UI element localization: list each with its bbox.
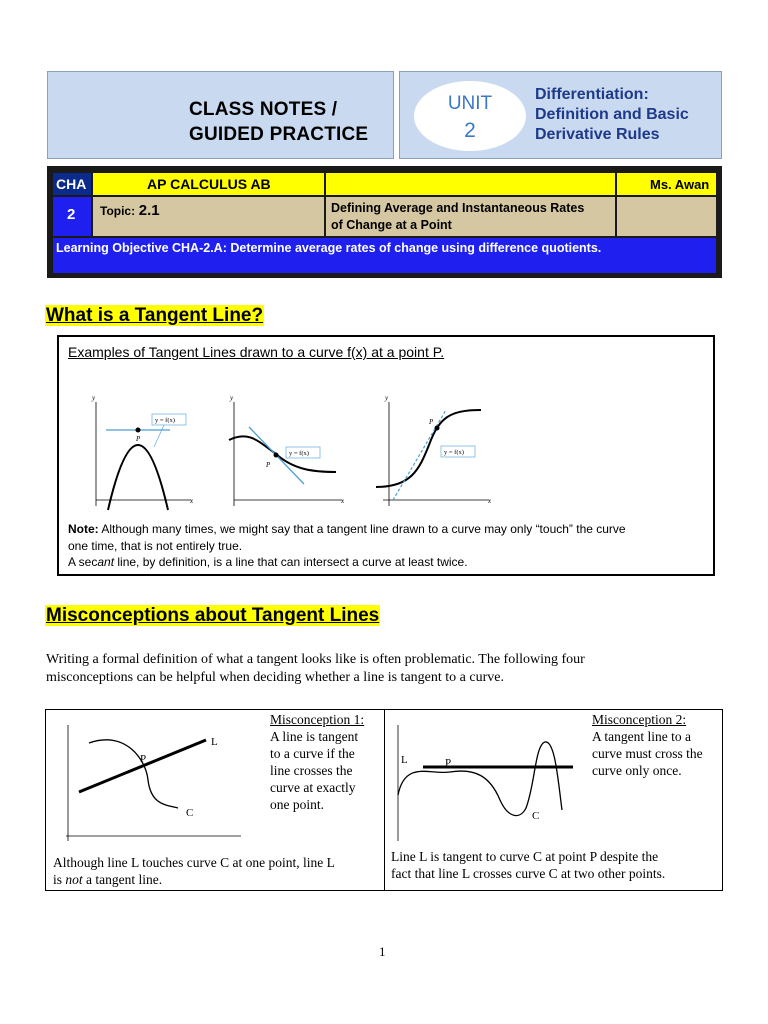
unit-title-1: Differentiation: (535, 86, 649, 103)
m1-title: Misconception 1: (270, 712, 365, 727)
m1-caption-b1: is (53, 872, 66, 887)
cha-cell: CHA (53, 173, 91, 195)
note-secant-a: A sec (68, 555, 98, 569)
topic-cell (93, 197, 324, 236)
title-line-2: GUIDED PRACTICE (189, 124, 369, 145)
tangent-line-3 (393, 410, 446, 500)
line-l-1 (79, 740, 206, 792)
m2-caption (391, 848, 665, 882)
m2-line: curve only once. (592, 763, 682, 778)
unit-number: 2 (464, 119, 476, 142)
note-label: Note: (68, 522, 99, 536)
blank-tan-cell (617, 197, 716, 236)
graph3-y-label: y (385, 394, 389, 402)
misconceptions-intro (46, 651, 585, 687)
title-box (47, 71, 394, 159)
note-secant-b: ant (97, 555, 115, 569)
topic-title-line-2: of Change at a Point (331, 218, 452, 232)
misconception-2-figure (390, 720, 590, 842)
graph1-x-label: x (190, 497, 194, 505)
m1-line: line crosses the (270, 763, 353, 778)
unit-title-3: Derivative Rules (535, 126, 660, 143)
unit-title-2: Definition and Basic (535, 106, 689, 123)
unit-oval (414, 81, 526, 151)
m1-caption-a: Although line L touches curve C at one point, line L (53, 855, 335, 870)
graph2-y-label: y (230, 394, 234, 402)
heading-misconceptions: Misconceptions about Tangent Lines (46, 605, 380, 626)
examples-box (57, 335, 715, 576)
note-line-2: one time, that is not entirely true. (68, 539, 243, 553)
m1-text (270, 711, 364, 813)
section-heading-misconceptions (45, 605, 380, 627)
graph-parabola (86, 392, 196, 512)
m2-caption-a: Line L is tangent to curve C at point P despite the (391, 849, 659, 864)
course-cell: AP CALCULUS AB (93, 173, 324, 195)
graph2-fx-label: y = f(x) (289, 450, 309, 457)
topic-label: Topic: (100, 204, 136, 218)
m2-p-label: P (445, 757, 452, 769)
teacher-cell: Ms. Awan (617, 173, 716, 195)
heading-tangent-line: What is a Tangent Line? (46, 305, 264, 326)
point-p-2 (274, 453, 279, 458)
graph3-fx-label: y = f(x) (444, 449, 464, 456)
blank-cell (326, 173, 615, 195)
m2-title: Misconception 2: (592, 712, 687, 727)
graph2-p-label: P (266, 461, 271, 469)
m2-c-label: C (532, 810, 540, 822)
curve-c-2 (398, 742, 562, 816)
m1-line: A line is tangent (270, 729, 359, 744)
intro-line-2: misconceptions can be helpful when deciding whether a line is tangent to a curve. (46, 670, 504, 685)
m1-c-label: C (186, 807, 194, 819)
m2-text (592, 711, 703, 779)
intro-line-1: Writing a formal definition of what a tangent looks like is often problematic. The following four (46, 652, 585, 667)
m1-line: curve at exactly (270, 780, 356, 795)
note-line-1 (68, 522, 626, 536)
m1-p-label: P (140, 753, 147, 765)
m2-line: A tangent line to a (592, 729, 691, 744)
m1-l-label: L (211, 736, 218, 748)
topic-value: 2.1 (138, 202, 160, 219)
unit-word: UNIT (447, 93, 493, 114)
point-p-3 (435, 426, 440, 431)
misconception-1-figure (56, 720, 246, 842)
m1-line: to a curve if the (270, 746, 355, 761)
point-p-1 (136, 428, 141, 433)
unit-box (399, 71, 722, 159)
graph-s-curve (371, 390, 496, 512)
note-text-1: Although many times, we might say that a tangent line drawn to a curve may only “touch” the curve (98, 522, 626, 536)
graph3-p-label: P (429, 418, 434, 426)
misconceptions-table (45, 709, 723, 891)
note-secant-c: line, by definition, is a line that can intersect a curve at least twice. (114, 555, 468, 569)
m1-caption (53, 854, 335, 888)
graph-decreasing (224, 392, 349, 512)
m1-caption-b3: a tangent line. (82, 872, 163, 887)
table-divider (384, 710, 385, 890)
graph1-p-label: P (136, 435, 141, 443)
m1-caption-not: not (65, 872, 83, 887)
graph3-x-label: x (488, 497, 492, 505)
m1-line: one point. (270, 797, 324, 812)
page-number: 1 (379, 944, 386, 959)
section-heading-tangent (45, 305, 264, 327)
curve-c-1 (89, 740, 178, 808)
graph1-y-label: y (92, 394, 96, 402)
unit-number-cell: 2 (53, 197, 91, 236)
topic-title-cell (326, 197, 615, 236)
m2-caption-b: fact that line L crosses curve C at two other points. (391, 866, 666, 881)
m2-line: curve must cross the (592, 746, 703, 761)
m2-l-label: L (401, 754, 408, 766)
examples-title: Examples of Tangent Lines drawn to a curve f(x) at a point P. (68, 344, 445, 360)
topic-title-line-1: Defining Average and Instantaneous Rates (331, 201, 585, 215)
course-info-table (47, 166, 722, 278)
note-line-3 (68, 555, 468, 569)
graph1-fx-label: y = f(x) (155, 417, 175, 424)
graph2-x-label: x (341, 497, 345, 505)
learning-objective: Learning Objective CHA-2.A: Determine average rates of change using difference quotients. (53, 238, 716, 273)
title-line-1: CLASS NOTES / (189, 99, 338, 120)
